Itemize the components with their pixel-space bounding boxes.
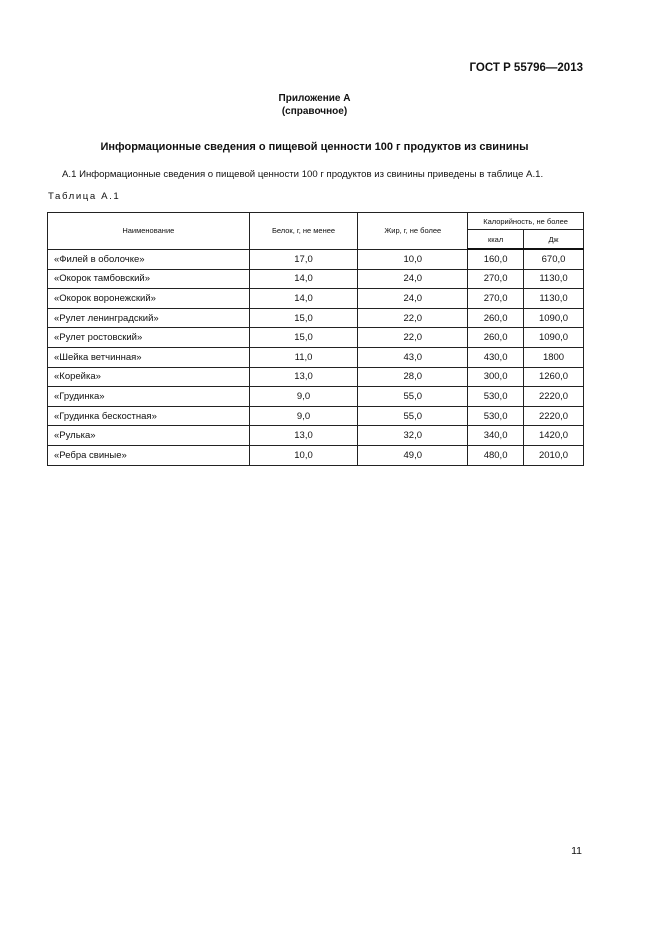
cell-fat: 49,0 [358,445,468,465]
cell-kj: 670,0 [524,249,584,269]
cell-kcal: 430,0 [468,347,524,367]
cell-protein: 9,0 [249,406,358,426]
cell-kcal: 160,0 [468,249,524,269]
header-kcal: ккал [468,230,524,250]
cell-protein: 17,0 [249,249,358,269]
table-row [48,387,584,407]
header-name: Наименование [48,213,250,250]
cell-name: «Рулет ростовский» [48,328,250,348]
appendix-title: Приложение А [278,93,351,104]
table-row [48,347,584,367]
page-number: 11 [571,845,582,857]
cell-protein: 10,0 [249,445,358,465]
nutrition-table [47,212,584,466]
cell-kcal: 340,0 [468,426,524,446]
cell-fat: 43,0 [358,347,468,367]
cell-kcal: 530,0 [468,387,524,407]
cell-protein: 13,0 [249,367,358,387]
cell-kcal: 300,0 [468,367,524,387]
cell-protein: 14,0 [249,289,358,309]
table-row [48,308,584,328]
cell-kj: 1420,0 [524,426,584,446]
cell-name: «Грудинка бескостная» [48,406,250,426]
table-row [48,289,584,309]
header-kj: Дж [524,230,584,250]
cell-fat: 10,0 [358,249,468,269]
table-row [48,426,584,446]
intro-paragraph: А.1 Информационные сведения о пищевой ценности 100 г продуктов из свинины приведены в таблице А.1. [62,169,544,180]
table-caption: Таблица А.1 [48,191,121,202]
section-title: Информационные сведения о пищевой ценности 100 г продуктов из свинины [100,141,529,153]
cell-protein: 15,0 [249,328,358,348]
cell-fat: 55,0 [358,387,468,407]
cell-protein: 11,0 [249,347,358,367]
table-row [48,406,584,426]
cell-kj: 1800 [524,347,584,367]
cell-kj: 2220,0 [524,406,584,426]
cell-kj: 1130,0 [524,269,584,289]
table-body [48,249,584,465]
document-code: ГОСТ Р 55796—2013 [469,62,583,74]
table-row [48,249,584,269]
cell-fat: 32,0 [358,426,468,446]
cell-kj: 2220,0 [524,387,584,407]
cell-kcal: 270,0 [468,269,524,289]
cell-kcal: 530,0 [468,406,524,426]
appendix-subtitle: (справочное) [281,106,348,117]
table-row [48,328,584,348]
cell-kj: 1090,0 [524,328,584,348]
appendix-heading [0,92,629,118]
cell-name: «Рулет ленинградский» [48,308,250,328]
cell-name: «Корейка» [48,367,250,387]
cell-fat: 22,0 [358,328,468,348]
cell-protein: 15,0 [249,308,358,328]
cell-protein: 14,0 [249,269,358,289]
header-fat: Жир, г, не более [358,213,468,250]
table-row [48,445,584,465]
cell-name: «Ребра свиные» [48,445,250,465]
cell-protein: 9,0 [249,387,358,407]
cell-kj: 1090,0 [524,308,584,328]
table-row [48,367,584,387]
cell-fat: 22,0 [358,308,468,328]
cell-name: «Окорок воронежский» [48,289,250,309]
table-header [48,213,584,250]
cell-name: «Грудинка» [48,387,250,407]
cell-protein: 13,0 [249,426,358,446]
cell-name: «Окорок тамбовский» [48,269,250,289]
cell-name: «Филей в оболочке» [48,249,250,269]
cell-fat: 24,0 [358,289,468,309]
cell-kcal: 260,0 [468,308,524,328]
cell-fat: 24,0 [358,269,468,289]
cell-kj: 1130,0 [524,289,584,309]
cell-kcal: 270,0 [468,289,524,309]
header-calories: Калорийность, не более [468,213,584,230]
cell-fat: 28,0 [358,367,468,387]
cell-kcal: 260,0 [468,328,524,348]
cell-kcal: 480,0 [468,445,524,465]
cell-name: «Рулька» [48,426,250,446]
cell-kj: 2010,0 [524,445,584,465]
cell-kj: 1260,0 [524,367,584,387]
cell-fat: 55,0 [358,406,468,426]
table-row [48,269,584,289]
header-protein: Белок, г, не менее [249,213,358,250]
cell-name: «Шейка ветчинная» [48,347,250,367]
